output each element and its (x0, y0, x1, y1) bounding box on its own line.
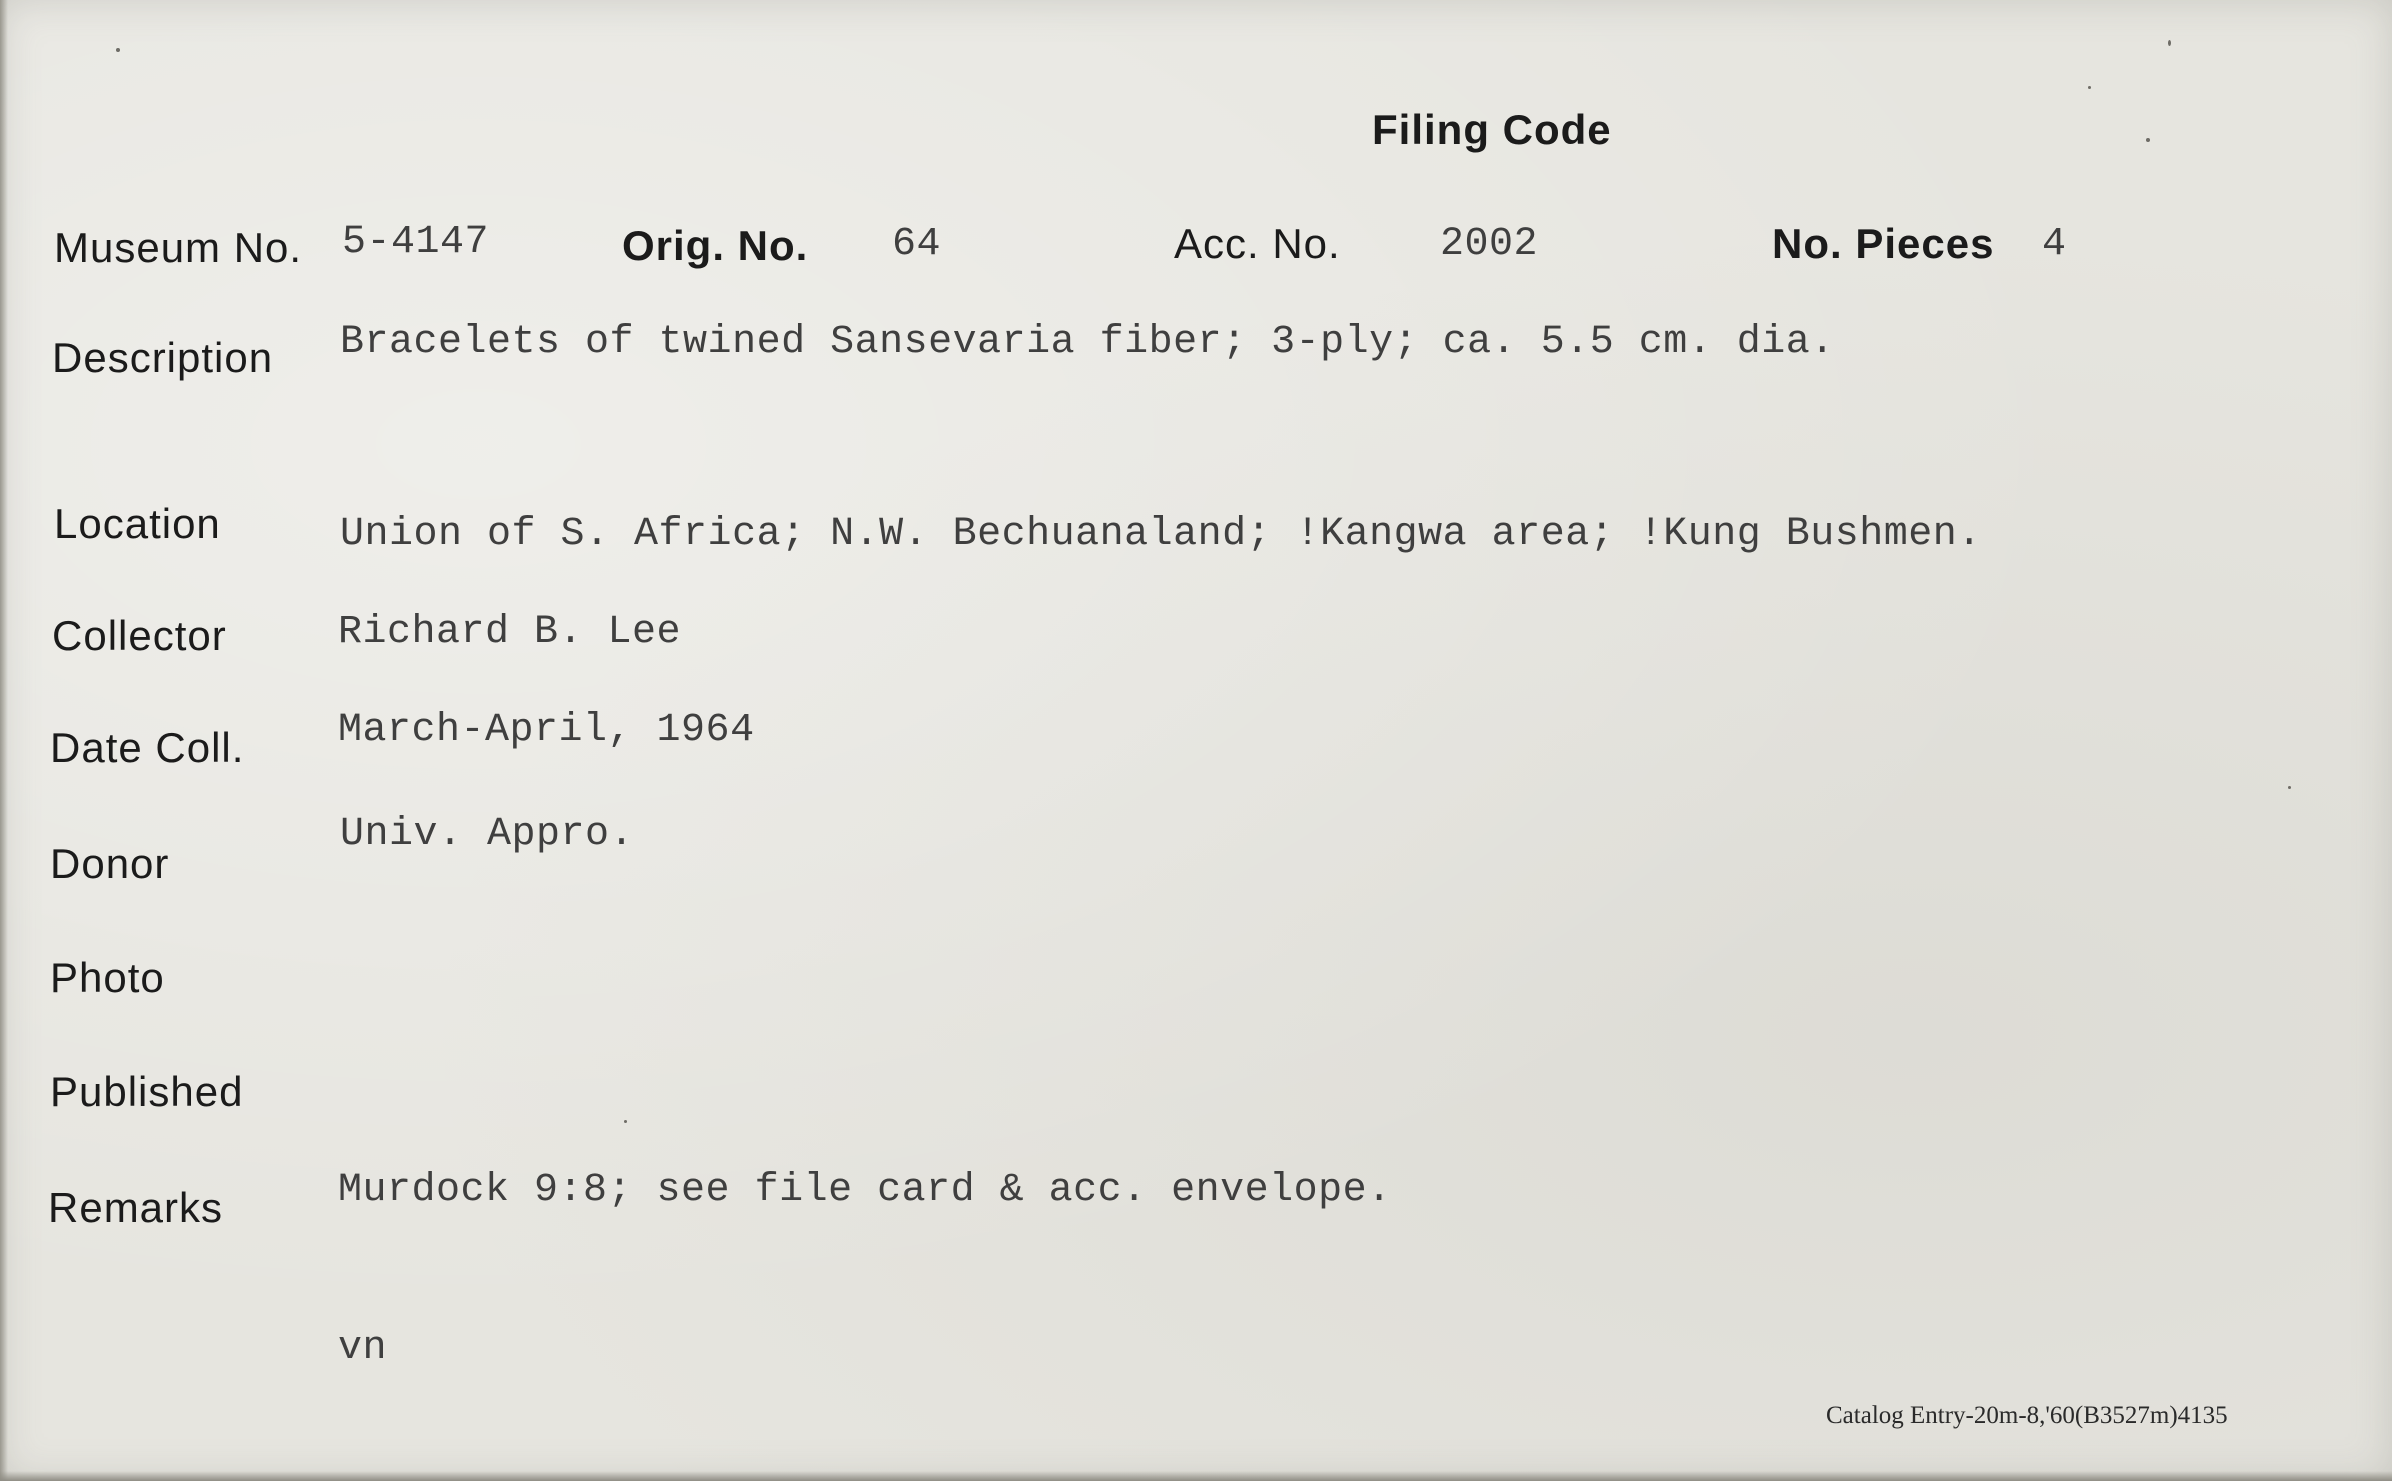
catalog-entry-footer: Catalog Entry-20m-8,'60(B3527m)4135 (1826, 1402, 2228, 1429)
speck-mark (2146, 138, 2150, 142)
card-bottom-shadow (0, 1471, 2392, 1481)
filing-code-label: Filing Code (1372, 106, 1612, 153)
orig-no-value: 64 (892, 222, 942, 267)
description-value: Bracelets of twined Sansevaria fiber; 3-ply; ca. 5.5 cm. dia. (340, 320, 1835, 365)
speck-mark (116, 48, 120, 52)
date-coll-value: March-April, 1964 (338, 708, 755, 753)
donor-label: Donor (50, 840, 170, 887)
speck-mark (2088, 86, 2091, 89)
date-coll-label: Date Coll. (50, 724, 245, 771)
collector-value: Richard B. Lee (338, 610, 682, 655)
description-label: Description (52, 334, 274, 381)
acc-no-value: 2002 (1440, 222, 1539, 267)
donor-value: Univ. Appro. (340, 812, 635, 857)
remarks-label: Remarks (48, 1184, 224, 1231)
museum-no-value: 5-4147 (342, 220, 490, 265)
published-label: Published (50, 1068, 244, 1115)
remarks-value: Murdock 9:8; see file card & acc. envelope. (338, 1168, 1392, 1213)
photo-label: Photo (50, 954, 165, 1001)
collector-label: Collector (52, 612, 227, 659)
speck-mark (2168, 40, 2171, 46)
orig-no-label: Orig. No. (622, 222, 809, 269)
speck-mark (624, 1120, 627, 1123)
no-pieces-label: No. Pieces (1772, 220, 1995, 267)
card-edge-shadow (0, 0, 8, 1481)
museum-no-label: Museum No. (54, 224, 303, 271)
initials-value: vn (338, 1326, 388, 1371)
location-label: Location (54, 500, 221, 547)
speck-mark (2288, 786, 2291, 789)
location-value: Union of S. Africa; N.W. Bechuanaland; !Kangwa area; !Kung Bushmen. (340, 512, 1982, 557)
acc-no-label: Acc. No. (1174, 220, 1341, 267)
no-pieces-value: 4 (2042, 222, 2067, 267)
